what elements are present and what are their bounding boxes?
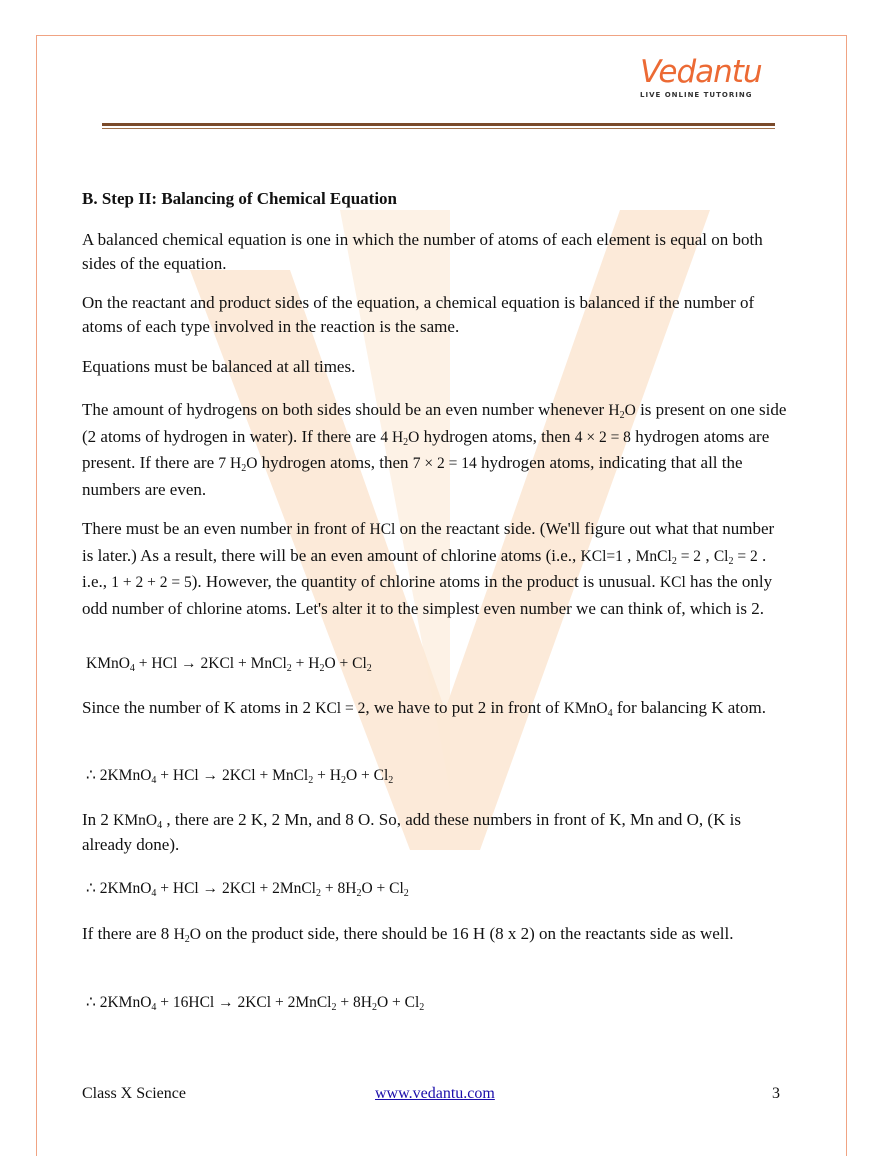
math-text: O <box>189 926 201 943</box>
math-text: H <box>608 402 620 419</box>
subscript: 2 <box>403 436 409 448</box>
math-text: + HCl → 2KCl + MnCl <box>134 655 287 672</box>
subscript: 4 <box>151 775 157 786</box>
subscript: 2 <box>671 555 677 567</box>
text: ). However, the quantity of chlorine atoms in the product is unusual. <box>191 572 660 591</box>
math-text: + 8H <box>336 994 372 1011</box>
logo-wordmark: Vedantu <box>640 54 762 90</box>
subscript: 2 <box>331 1002 337 1013</box>
paragraph <box>82 922 787 947</box>
header-rule-thin <box>102 128 775 129</box>
paragraph <box>82 696 787 721</box>
footer-class: Class X Science <box>82 1085 186 1102</box>
text: Equations must be balanced at all times. <box>82 357 356 376</box>
subscript: 2 <box>419 1002 425 1013</box>
chemical-equation <box>86 991 791 1015</box>
text: A balanced chemical equation is one in which the number of atoms of each element is equal on both sides of the equation. <box>82 230 763 273</box>
subscript: 2 <box>184 934 190 945</box>
subscript: 2 <box>728 555 734 567</box>
math-text: O + Cl <box>324 655 367 672</box>
text: on the reactant side. (We'll figure out what that number is later.) As a result, there will be an even amount of chlorine atoms (i.e., <box>82 519 775 565</box>
math-text: O <box>246 455 258 472</box>
subscript: 4 <box>151 1002 157 1013</box>
math-text: 4 H <box>380 428 404 446</box>
header-rule <box>102 123 775 126</box>
subscript: 4 <box>151 888 157 899</box>
math-text: O + Cl <box>345 767 389 784</box>
text: , we have to put 2 in front of <box>365 698 564 717</box>
text: , there are 2 K, 2 Mn, and 8 O. So, add these numbers in front of K, Mn and O, (K is already done). <box>82 810 741 854</box>
paragraph <box>82 228 787 275</box>
text: There must be an even number in front of <box>82 519 370 538</box>
paragraph <box>82 516 787 621</box>
text: hydrogen atoms, then <box>419 426 575 446</box>
text: for balancing K atom. <box>612 698 766 717</box>
subscript: 2 <box>371 1002 377 1013</box>
math-text: + 16HCl → 2KCl + 2MnCl <box>156 994 332 1011</box>
subscript: 4 <box>157 820 163 831</box>
math-text: + H <box>313 767 341 784</box>
text: In 2 <box>82 810 114 829</box>
math-text: O + Cl <box>361 880 404 897</box>
text: hydrogen atoms, indicating that all the numbers are even. <box>82 453 743 499</box>
text: , <box>701 545 714 565</box>
text: , <box>622 545 636 565</box>
math-text: 7 H <box>218 455 242 472</box>
chemical-equation <box>86 652 791 676</box>
subscript: 2 <box>286 663 292 674</box>
text: on the product side, there should be 16 H (8 x 2) on the reactants side as well. <box>200 924 734 943</box>
math-text: HCl <box>369 521 396 538</box>
logo-tagline: LIVE ONLINE TUTORING <box>640 91 753 99</box>
text: . i.e., <box>82 545 767 591</box>
chemical-equation <box>86 764 791 788</box>
math-text: ∴ 2KMnO <box>86 767 152 784</box>
math-text: KMnO <box>86 655 130 672</box>
math-text: O + Cl <box>376 994 420 1011</box>
math-text: Cl <box>713 547 729 565</box>
math-text: ∴ 2KMnO <box>86 880 152 897</box>
subscript: 4 <box>607 708 613 719</box>
math-text: = 2 <box>676 547 702 565</box>
math-text: 1 + 2 + 2 = 5 <box>111 574 192 591</box>
math-text: O <box>624 402 636 419</box>
subscript: 2 <box>619 410 625 421</box>
text: has the only odd number of chlorine atoms. Let's alter it to the simplest even number we can think of, which is 2. <box>82 572 773 618</box>
subscript: 2 <box>241 463 247 474</box>
text: hydrogen atoms, then <box>257 453 413 472</box>
math-text: 7 × 2 = 14 <box>412 455 477 472</box>
paragraph <box>82 397 787 502</box>
subscript: 2 <box>319 663 325 674</box>
math-text: H <box>173 926 185 943</box>
text: hydrogen atoms are present. If there are <box>82 426 770 472</box>
math-text: KMnO <box>113 812 158 829</box>
math-text: MnCl <box>635 547 672 565</box>
chemical-equation <box>86 877 791 901</box>
page-number: 3 <box>772 1085 780 1102</box>
math-text: + H <box>291 655 320 672</box>
vedantu-logo <box>640 55 770 99</box>
math-text: KCl <box>659 574 686 591</box>
math-text: O <box>408 428 420 446</box>
math-text: ∴ 2KMnO <box>86 994 152 1011</box>
math-text: = 2 <box>733 547 758 565</box>
math-text: KCl=1 <box>580 547 623 565</box>
math-text: + HCl → 2KCl + MnCl <box>156 767 309 784</box>
paragraph <box>82 291 787 338</box>
text: On the reactant and product sides of the equation, a chemical equation is balanced if the number of atoms of each type involved in the reaction is the same. <box>82 293 755 336</box>
paragraph <box>82 355 787 379</box>
subscript: 2 <box>388 775 394 786</box>
text: The amount of hydrogens on both sides should be an even number whenever <box>82 400 609 419</box>
text: If there are 8 <box>82 924 174 943</box>
subscript: 2 <box>366 663 372 674</box>
paragraph <box>82 808 787 856</box>
math-text: KCl = 2 <box>315 700 366 717</box>
math-text: + 8H <box>321 880 357 897</box>
subscript: 2 <box>403 888 409 899</box>
subscript: 2 <box>308 775 314 786</box>
text: Since the number of K atoms in 2 <box>82 698 316 717</box>
footer-link[interactable]: www.vedantu.com <box>375 1085 495 1102</box>
subscript: 2 <box>340 775 346 786</box>
math-text: KMnO <box>563 700 608 717</box>
subscript: 2 <box>316 888 321 899</box>
section-heading: B. Step II: Balancing of Chemical Equation <box>82 189 398 208</box>
math-text: 4 × 2 = 8 <box>574 428 631 446</box>
subscript: 2 <box>356 888 362 899</box>
math-text: + HCl → 2KCl + 2MnCl <box>156 880 316 897</box>
text: is present on one side (2 atoms of hydrogen in water). If there are <box>82 400 787 446</box>
subscript: 4 <box>129 663 135 674</box>
